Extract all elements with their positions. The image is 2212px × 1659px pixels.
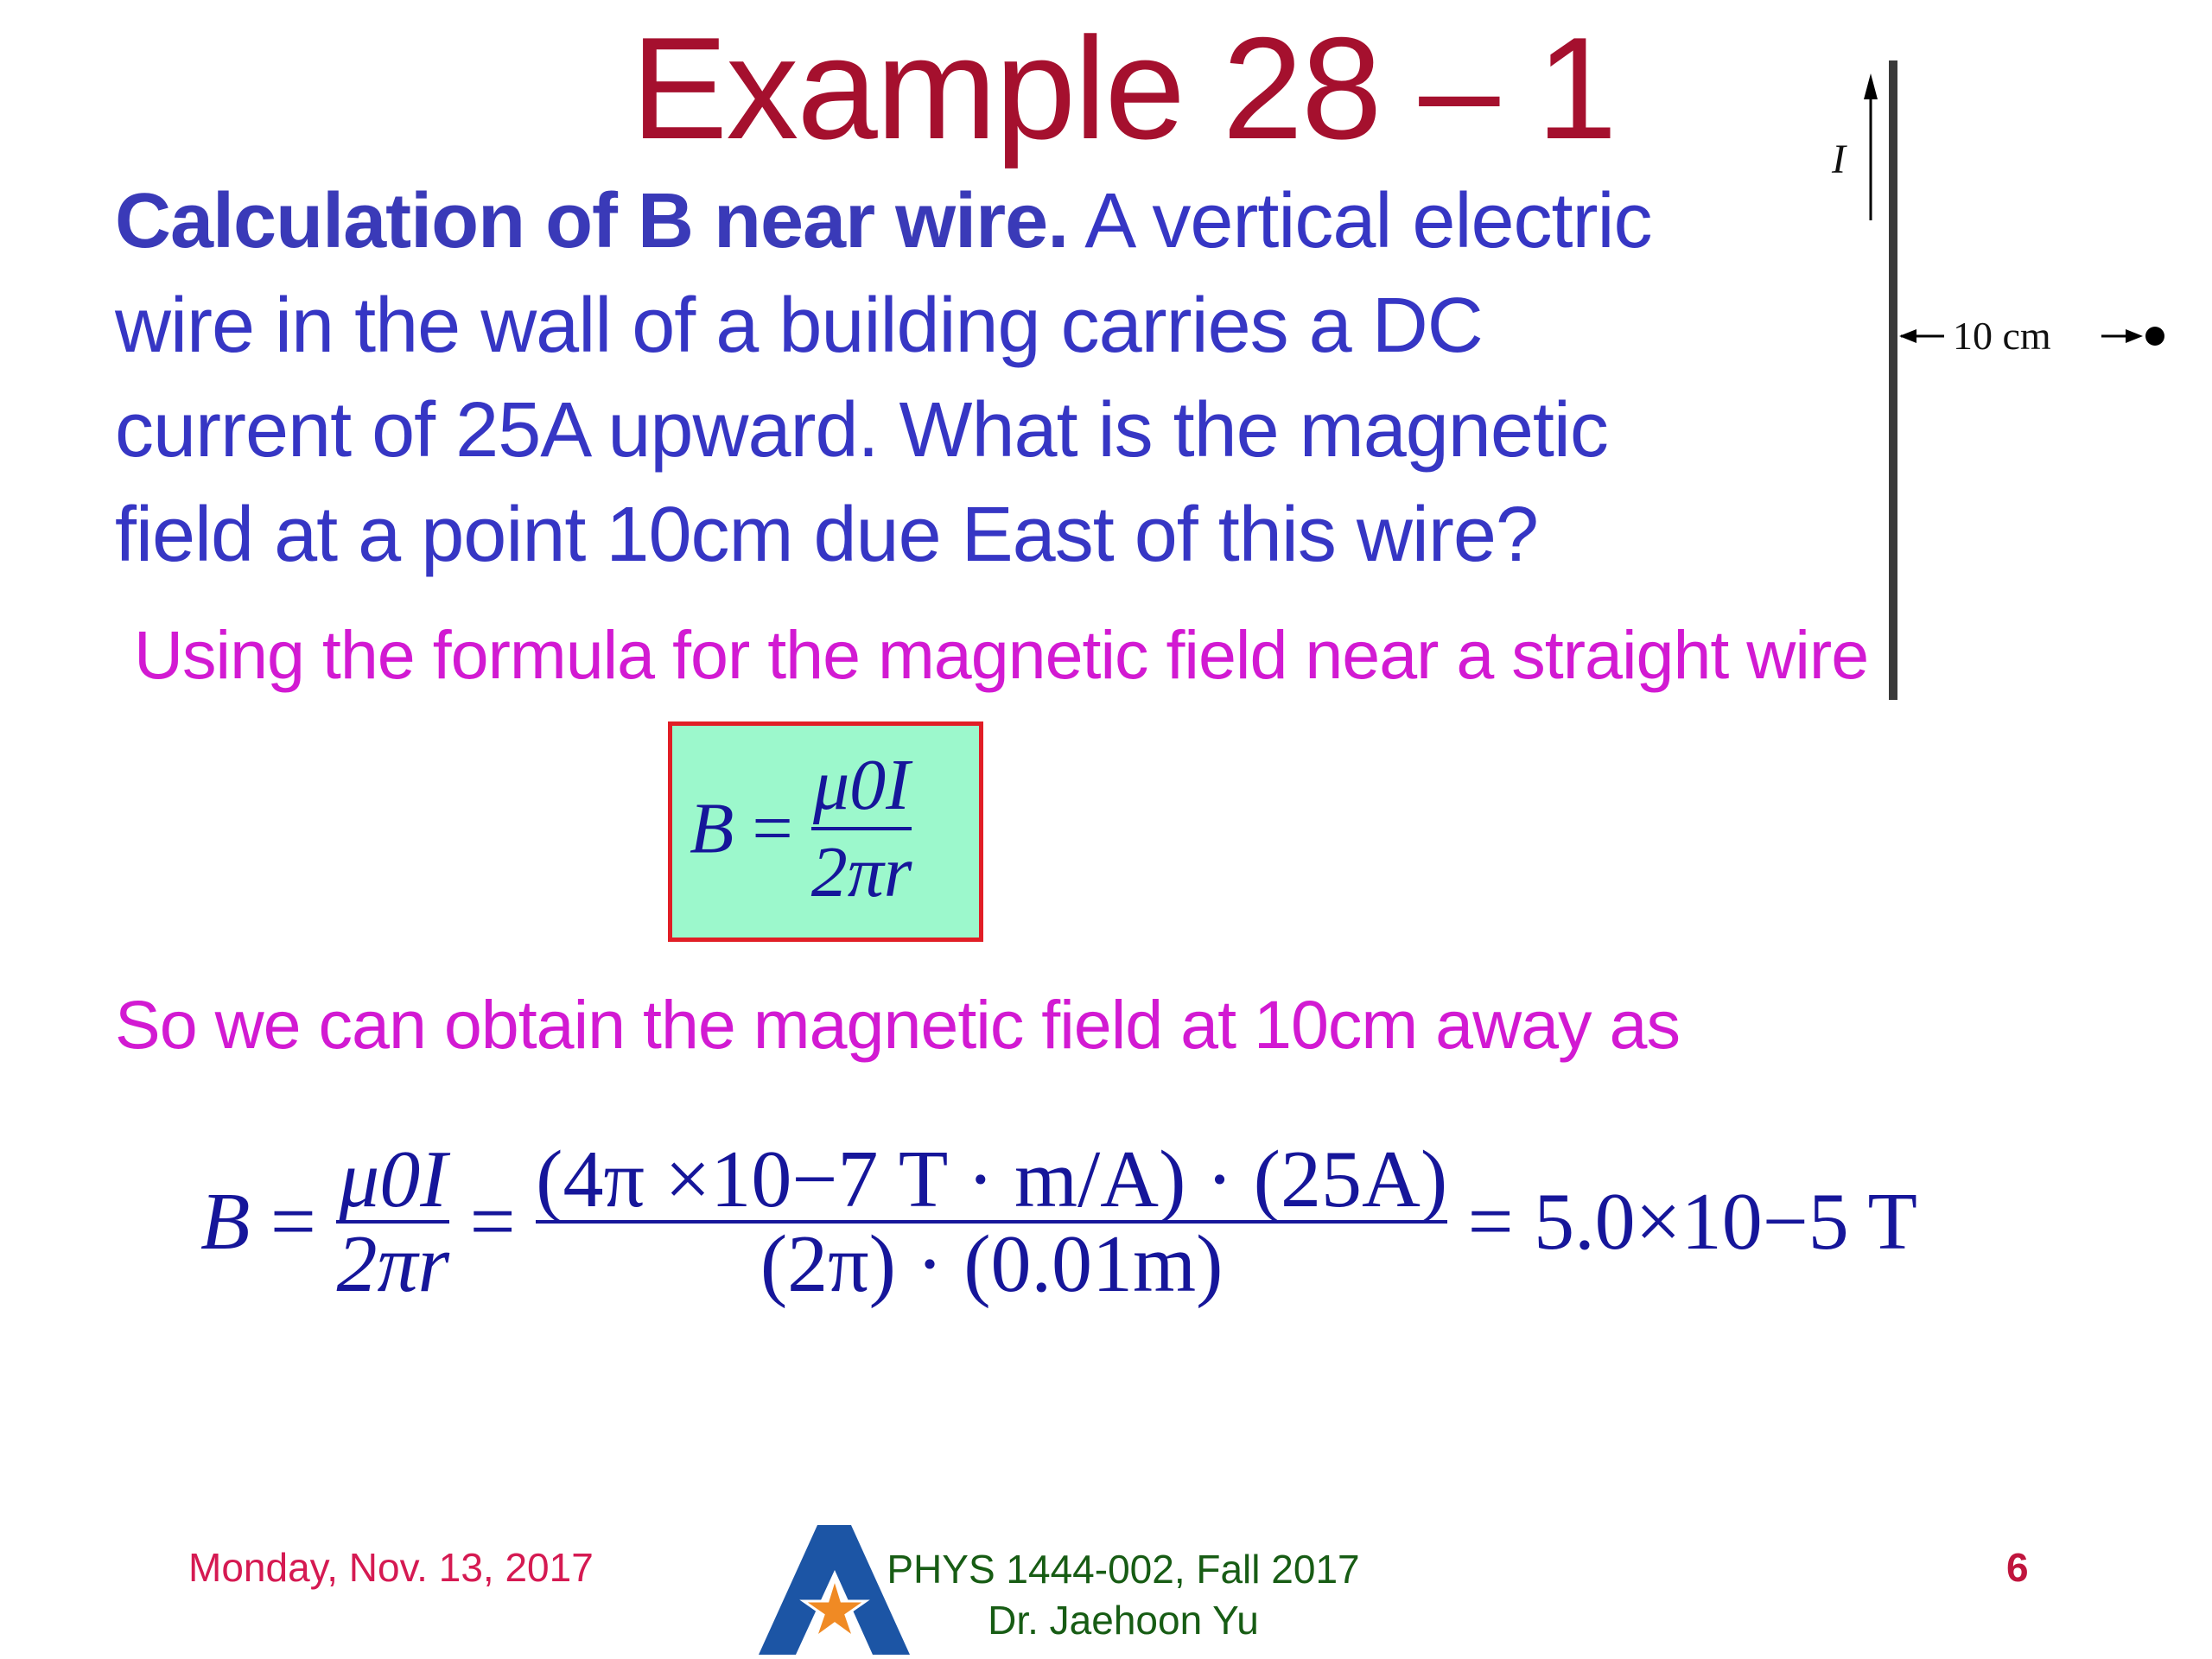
formula-denominator: 2πr: [810, 832, 912, 912]
footer-course: PHYS 1444-002, Fall 2017: [887, 1547, 1360, 1592]
footer-date: Monday, Nov. 13, 2017: [188, 1545, 594, 1590]
formula-fraction: [811, 743, 912, 914]
formula-box: [668, 721, 983, 942]
result-answer: = 5.0×10−5 T: [1467, 1177, 1917, 1267]
problem-heading: Calculation of B near wire.: [115, 178, 1069, 264]
problem-text: A vertical electric wire in the wall of a building carries a DC current of 25A upward. What is the magnetic field at a point 10cm due East of this wire?: [115, 178, 1652, 578]
result-value-numerator: (4π ×10−7 T · m/A) · (25A): [536, 1135, 1448, 1224]
problem-statement: [115, 169, 1688, 588]
result-lhs: B: [200, 1177, 251, 1267]
current-label: I: [1832, 137, 1846, 182]
result-equals-1: =: [270, 1177, 316, 1267]
result-equation: [200, 1135, 1917, 1309]
current-arrowhead: [1864, 73, 1878, 99]
distance-arrowhead-right: [2126, 329, 2143, 343]
formula-numerator: μ0I: [813, 745, 911, 825]
formula-lhs: B: [690, 788, 734, 869]
result-intro-text: So we can obtain the magnetic field at 10cm away as: [115, 986, 1680, 1063]
result-value-denominator: (2π) · (0.01m): [760, 1219, 1224, 1309]
footer-instructor: Dr. Jaehoon Yu: [988, 1598, 1259, 1643]
result-value-fraction: [536, 1135, 1448, 1309]
formula-equals: =: [752, 788, 793, 869]
field-point: [2145, 327, 2164, 346]
result-symbolic-fraction: [336, 1135, 450, 1309]
distance-arrowhead-left: [1899, 329, 1916, 343]
footer-course-block: [864, 1544, 1382, 1646]
result-equals-2: =: [469, 1177, 516, 1267]
page-number: 6: [2006, 1545, 2029, 1590]
result-symbolic-denominator: 2πr: [336, 1219, 450, 1309]
wire-line: [1889, 60, 1897, 700]
result-symbolic-numerator: μ0I: [339, 1135, 448, 1224]
formula-intro-text: Using the formula for the magnetic field near a straight wire: [134, 616, 1869, 693]
slide-title: Example 28 – 1: [631, 7, 1616, 169]
distance-label: 10 cm: [1953, 314, 2051, 358]
